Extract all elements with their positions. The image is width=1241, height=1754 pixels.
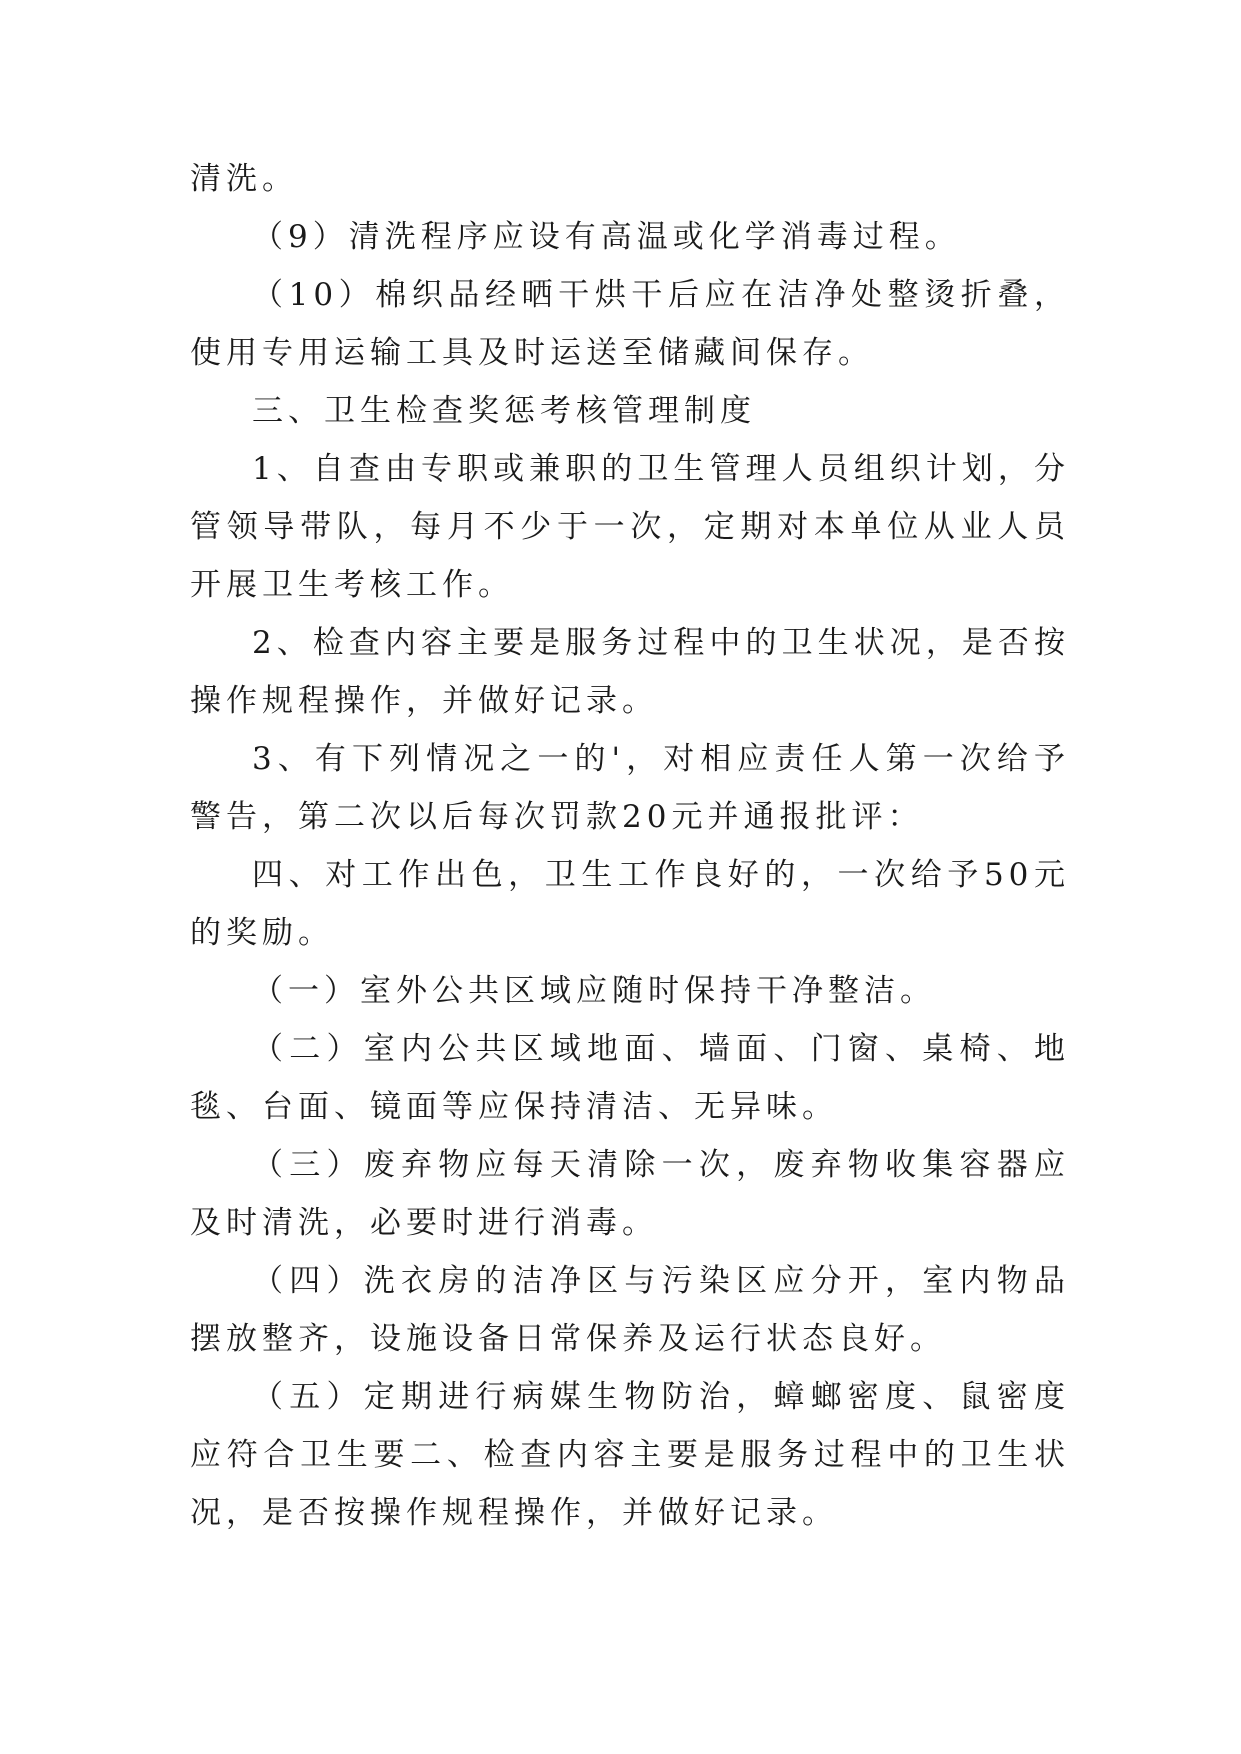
paragraph-5: 1、自查由专职或兼职的卫生管理人员组织计划，分管领导带队，每月不少于一次，定期对本单位从业人员开展卫生考核工作。 — [190, 451, 1070, 603]
section-heading-4: 四、对工作出色，卫生工作良好的，一次给予50元的奖励。 — [190, 857, 1070, 951]
document-body — [190, 150, 1070, 1542]
paragraph-2: （9）清洗程序应设有高温或化学消毒过程。 — [252, 219, 961, 255]
paragraph-6: 2、检查内容主要是服务过程中的卫生状况，是否按操作规程操作，并做好记录。 — [190, 625, 1070, 719]
paragraph-10: （二）室内公共区域地面、墙面、门窗、桌椅、地毯、台面、镜面等应保持清洁、无异味。 — [190, 1031, 1070, 1125]
paragraph-3: （10）棉织品经晒干烘干后应在洁净处整烫折叠，使用专用运输工具及时运送至储藏间保存。 — [190, 277, 1070, 371]
paragraph-7: 3、有下列情况之一的'，对相应责任人第一次给予警告，第二次以后每次罚款20元并通报批评： — [190, 741, 1070, 835]
paragraph-9: （一）室外公共区域应随时保持干净整洁。 — [252, 973, 936, 1009]
paragraph-11: （三）废弃物应每天清除一次，废弃物收集容器应及时清洗，必要时进行消毒。 — [190, 1147, 1070, 1241]
paragraph-1: 清洗。 — [190, 161, 298, 197]
paragraph-13: （五）定期进行病媒生物防治，蟑螂密度、鼠密度应符合卫生要二、检查内容主要是服务过程中的卫生状况，是否按操作规程操作，并做好记录。 — [190, 1379, 1070, 1531]
section-heading-3: 三、卫生检查奖惩考核管理制度 — [252, 393, 756, 429]
paragraph-12: （四）洗衣房的洁净区与污染区应分开，室内物品摆放整齐，设施设备日常保养及运行状态良好。 — [190, 1263, 1070, 1357]
